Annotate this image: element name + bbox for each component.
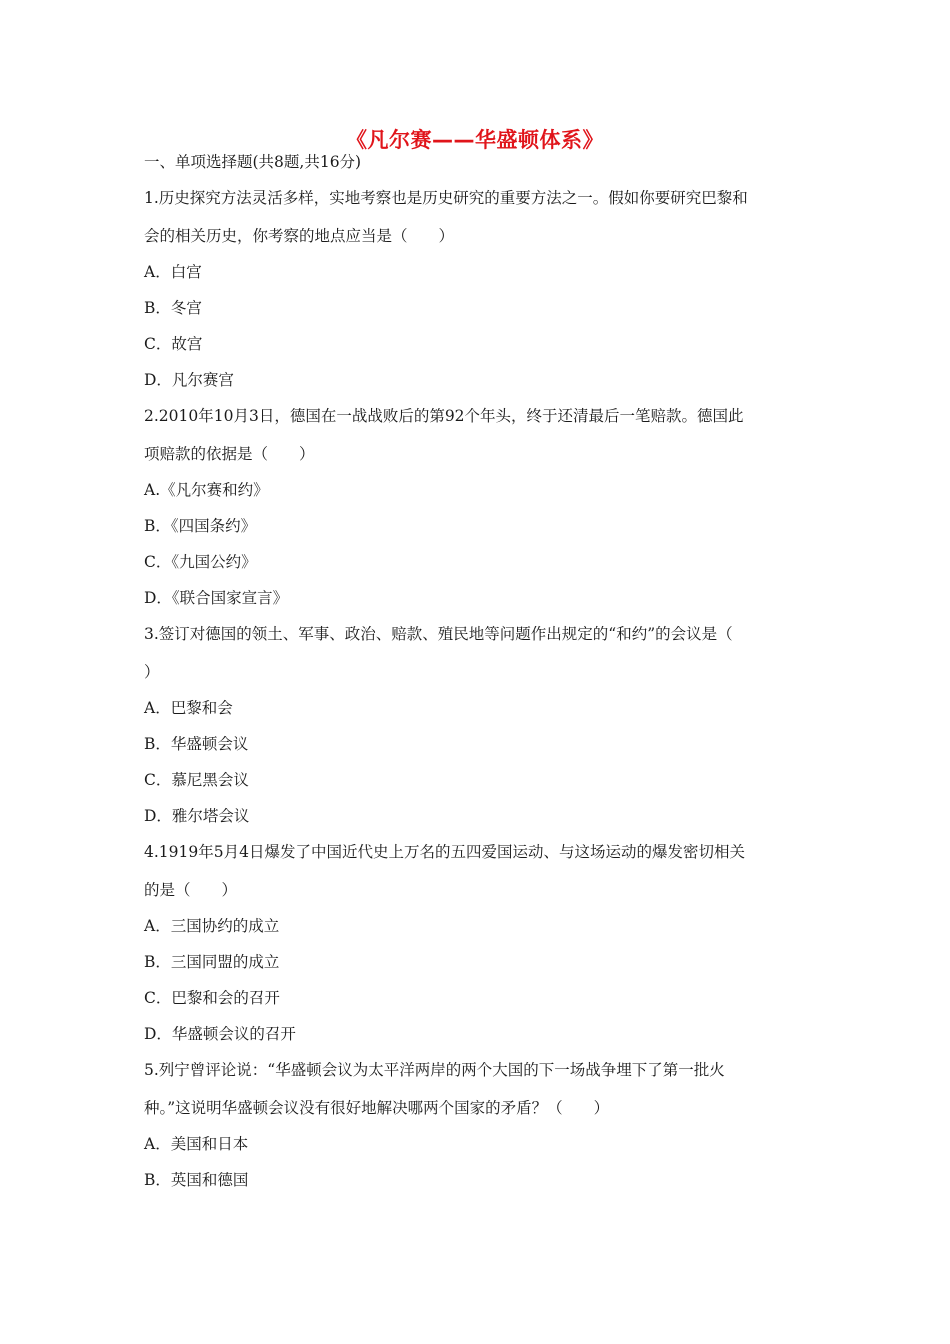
question-3-option-a: A．巴黎和会 [144, 699, 233, 717]
section-header: 一、单项选择题(共8题,共16分) [144, 153, 362, 171]
question-1-option-a: A．白宫 [144, 263, 202, 281]
question-3-stem-line-1: 3.签订对德国的领土、军事、政治、赔款、殖民地等问题作出规定的“和约”的会议是（ [144, 625, 733, 643]
question-2-option-b: B．《四国条约》 [144, 517, 257, 535]
question-3-stem-line-2: ） [144, 663, 160, 681]
question-3-option-b: B．华盛顿会议 [144, 735, 249, 753]
question-4-option-c: C．巴黎和会的召开 [144, 989, 280, 1007]
question-5-option-a: A．美国和日本 [144, 1135, 249, 1153]
question-4 [144, 842, 812, 1044]
question-4-option-b: B．三国同盟的成立 [144, 953, 280, 971]
question-3-option-c: C．慕尼黑会议 [144, 771, 249, 789]
question-1-option-b: B．冬宫 [144, 299, 202, 317]
question-5-stem-line-1: 5.列宁曾评论说：“华盛顿会议为太平洋两岸的两个大国的下一场战争埋下了第一批火 [144, 1061, 725, 1079]
question-5-stem-line-2: 种。”这说明华盛顿会议没有很好地解决哪两个国家的矛盾？（ ） [144, 1099, 610, 1117]
question-2-option-c: C．《九国公约》 [144, 553, 257, 571]
question-4-option-d: D．华盛顿会议的召开 [144, 1025, 296, 1043]
document-content [144, 152, 812, 1206]
question-1-stem-line-2: 会的相关历史，你考察的地点应当是（ ） [144, 227, 455, 245]
question-1-stem-line-1: 1.历史探究方法灵活多样，实地考察也是历史研究的重要方法之一。假如你要研究巴黎和 [144, 189, 748, 207]
question-1-option-d: D．凡尔赛宫 [144, 371, 234, 389]
question-3-option-d: D．雅尔塔会议 [144, 807, 250, 825]
question-3 [144, 624, 812, 826]
question-5-option-b: B．英国和德国 [144, 1171, 249, 1189]
question-2-stem-line-2: 项赔款的依据是（ ） [144, 445, 315, 463]
question-5 [144, 1060, 812, 1190]
question-1 [144, 188, 812, 390]
question-2 [144, 406, 812, 608]
question-2-option-a: A.《凡尔赛和约》 [144, 481, 269, 499]
question-2-stem-line-1: 2.2010年10月3日，德国在一战战败后的第92个年头，终于还清最后一笔赔款。德国此 [144, 407, 744, 425]
question-4-stem-line-1: 4.1919年5月4日爆发了中国近代史上万名的五四爱国运动、与这场运动的爆发密切相关 [144, 843, 745, 861]
document-title: 《凡尔赛——华盛顿体系》 [346, 128, 604, 152]
question-1-option-c: C．故宫 [144, 335, 203, 353]
question-4-stem-line-2: 的是（ ） [144, 881, 238, 899]
question-4-option-a: A．三国协约的成立 [144, 917, 280, 935]
question-2-option-d: D．《联合国家宣言》 [144, 589, 289, 607]
